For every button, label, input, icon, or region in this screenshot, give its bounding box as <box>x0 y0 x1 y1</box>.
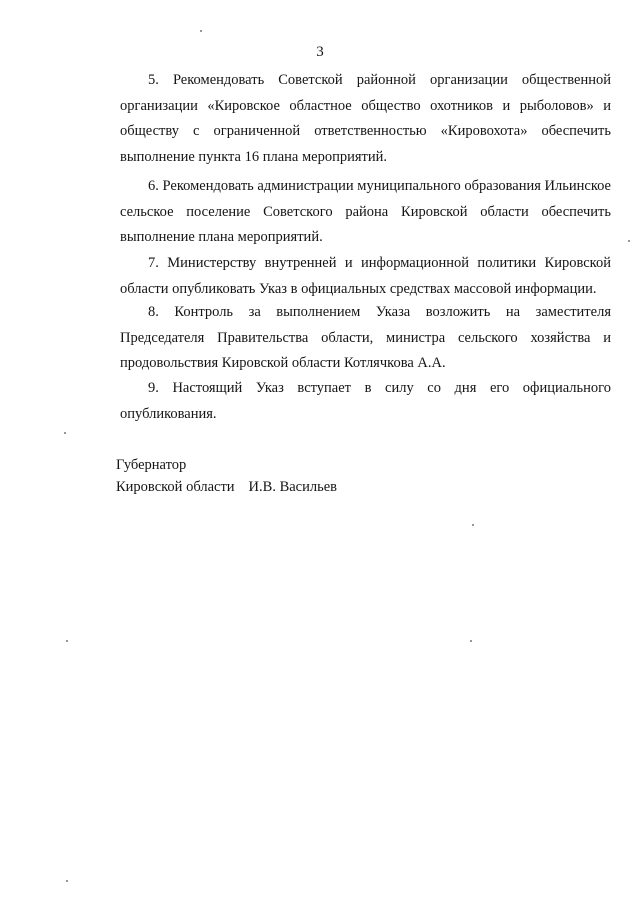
signature-block <box>116 454 337 498</box>
paragraph-7: 7. Министерству внутренней и информационной политики Кировской области опубликовать Указ в официальных средствах массовой информации. <box>120 255 611 297</box>
scan-speck <box>200 30 202 32</box>
paragraph-9: 9. Настоящий Указ вступает в силу со дня его официального опубликования. <box>120 380 611 422</box>
paragraph-5: 5. Рекомендовать Советской районной организации общественной организации «Кировское областное общество охотников и рыболовов» и обществу с ограниченной ответственностью «Кировохота» обеспечить выполнение пункта 16 плана мероприятий. <box>120 72 611 165</box>
scan-speck <box>628 240 630 242</box>
scan-speck <box>472 524 474 526</box>
page-number: 3 <box>316 44 324 60</box>
scan-speck <box>66 880 68 882</box>
scan-speck <box>66 640 68 642</box>
scan-speck <box>470 640 472 642</box>
signature-name: И.В. Васильев <box>248 479 337 495</box>
signature-region: Кировской области <box>116 479 235 495</box>
paragraph-8: 8. Контроль за выполнением Указа возложить на заместителя Председателя Правительства области, министра сельского хозяйства и продовольствия Кировской области Котлячкова А.А. <box>120 304 611 371</box>
signature-title: Губернатор <box>116 457 187 473</box>
paragraph-6: 6. Рекомендовать администрации муниципального образования Ильинское сельское поселение Советского района Кировской области обеспечить выполнение плана мероприятий. <box>120 178 611 245</box>
scan-speck <box>64 432 66 434</box>
signature-row <box>116 476 337 498</box>
